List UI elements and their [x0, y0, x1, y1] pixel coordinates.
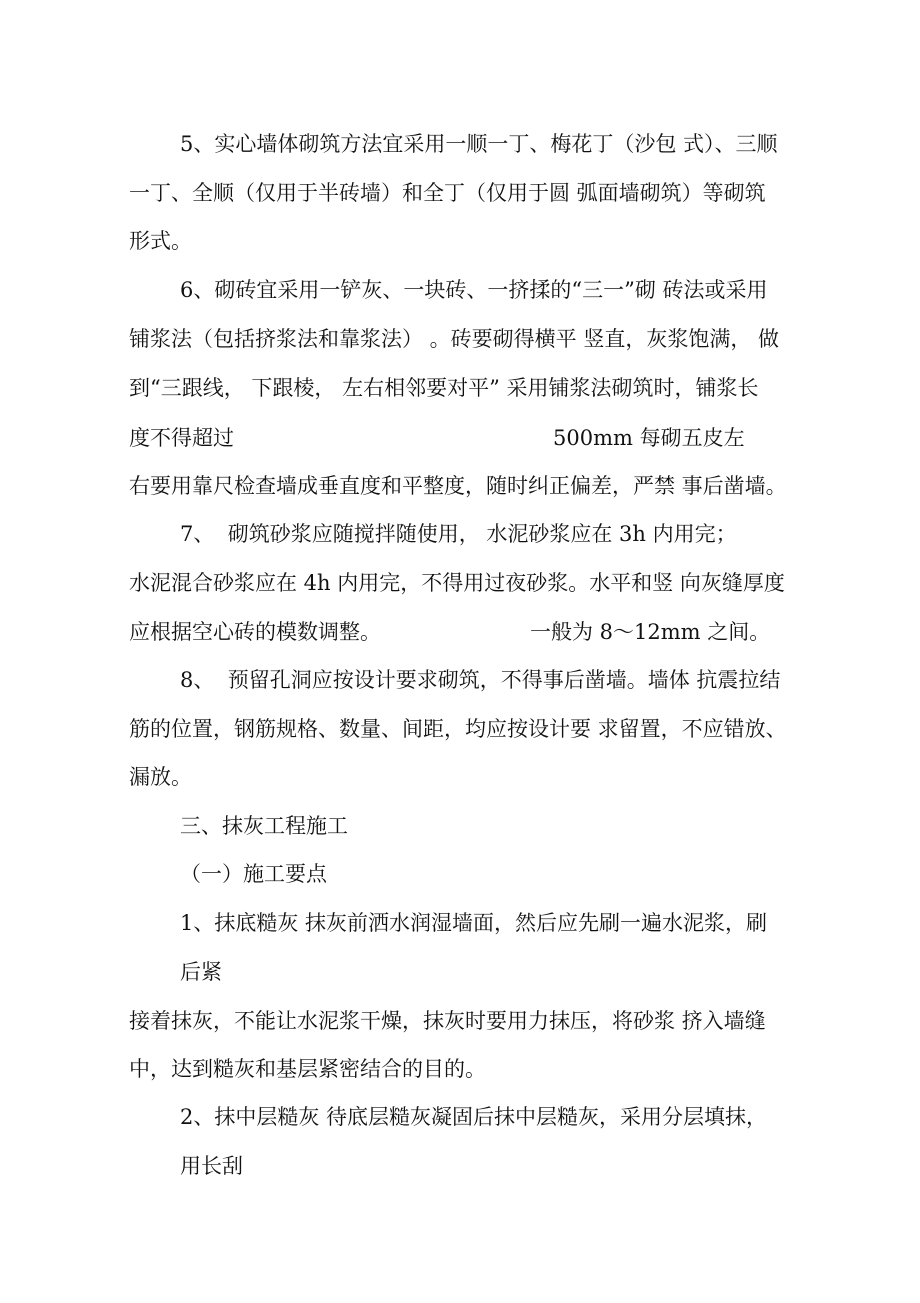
- text-line: 应根据空心砖的模数调整。: [129, 620, 381, 644]
- text-line: 漏放。: [129, 765, 192, 789]
- text-line: 5、实心墙体砌筑方法宜采用一顺一丁、梅花丁（沙包 式）、三顺: [180, 132, 778, 156]
- text-line: 500mm 每砌五皮左: [553, 426, 745, 450]
- text-line: 筋的位置，钢筋规格、数量、间距，均应按设计要 求留置，不应错放、: [129, 717, 787, 741]
- text-line: 到“三跟线， 下跟棱， 左右相邻要对平” 采用铺浆法砌筑时，铺浆长: [129, 376, 759, 400]
- text-line: 6、砌砖宜采用一铲灰、一块砖、一挤揉的“三一”砌 砖法或采用: [180, 278, 768, 302]
- text-line: 8、 预留孔洞应按设计要求砌筑，不得事后凿墙。墙体 抗震拉结: [180, 668, 781, 692]
- text-line: 水泥混合砂浆应在 4h 内用完，不得用过夜砂浆。水平和竖 向灰缝厚度: [129, 571, 785, 595]
- text-line: 一般为 8～12mm 之间。: [530, 620, 771, 644]
- subsection-heading: （一）施工要点: [180, 862, 327, 886]
- section-heading: 三、抹灰工程施工: [180, 814, 348, 838]
- text-line: 度不得超过: [129, 426, 234, 450]
- text-line: 1、抹底糙灰 抹灰前洒水润湿墙面，然后应先刷一遍水泥浆，刷: [180, 911, 768, 935]
- text-line: 中，达到糙灰和基层紧密结合的目的。: [129, 1057, 486, 1081]
- text-line: 后紧: [180, 960, 222, 984]
- text-line: 接着抹灰，不能让水泥浆干燥，抹灰时要用力抹压，将砂浆 挤入墙缝: [129, 1009, 766, 1033]
- text-line: 7、 砌筑砂浆应随搅拌随使用， 水泥砂浆应在 3h 内用完；: [180, 522, 737, 546]
- text-line: 用长刮: [180, 1154, 243, 1178]
- text-line: 铺浆法（包括挤浆法和靠浆法） 。砖要砌得横平 竖直，灰浆饱满， 做: [129, 327, 780, 351]
- text-line: 一丁、全顺（仅用于半砖墙）和全丁（仅用于圆 弧面墙砌筑）等砌筑: [129, 181, 766, 205]
- text-line: 形式。: [129, 229, 192, 253]
- text-line: 2、抹中层糙灰 待底层糙灰凝固后抹中层糙灰，采用分层填抹，: [180, 1105, 768, 1129]
- text-line: 右要用靠尺检查墙成垂直度和平整度，随时纠正偏差，严禁 事后凿墙。: [129, 474, 787, 498]
